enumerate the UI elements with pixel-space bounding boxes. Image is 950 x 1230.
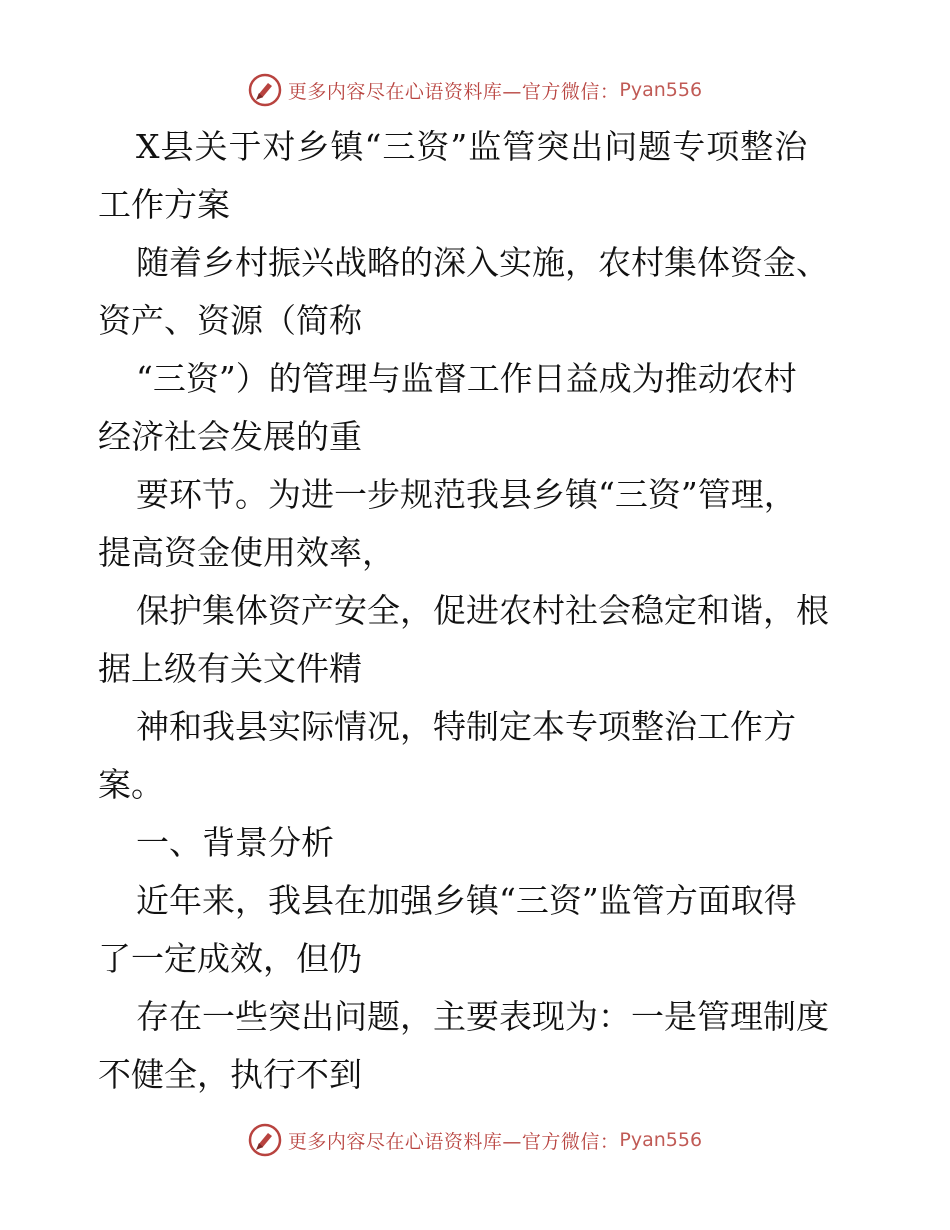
footer-banner-text: 更多内容尽在心语资料库—官方微信：	[287, 1130, 620, 1153]
paragraph-line: 不健全，执行不到	[98, 1055, 362, 1094]
paragraph-line: 案。	[98, 765, 164, 804]
paragraph-line: 随着乡村振兴战略的深入实施，农村集体资金、	[136, 243, 829, 282]
paragraph-line: 资产、资源（简称	[98, 301, 362, 340]
brand-logo-icon	[248, 1123, 282, 1157]
paragraph-line: 近年来，我县在加强乡镇“三资”监管方面取得	[136, 881, 797, 920]
footer-watermark-banner	[0, 1120, 950, 1160]
header-watermark-banner	[0, 70, 950, 110]
section-heading: 一、背景分析	[136, 823, 334, 862]
header-banner-text: 更多内容尽在心语资料库—官方微信：	[287, 80, 620, 103]
paragraph-line: 存在一些突出问题，主要表现为：一是管理制度	[136, 997, 829, 1036]
paragraph-line: 了一定成效，但仍	[98, 939, 362, 978]
paragraph-line: 要环节。为进一步规范我县乡镇“三资”管理，	[136, 475, 797, 514]
paragraph-line: “三资”）的管理与监督工作日益成为推动农村	[136, 359, 797, 398]
paragraph-line: 提高资金使用效率，	[98, 533, 395, 572]
brand-logo-icon	[248, 73, 282, 107]
paragraph-line: 保护集体资产安全，促进农村社会稳定和谐，根	[136, 591, 829, 630]
header-banner-wechat-id: Pyan556	[619, 79, 703, 101]
document-body	[98, 118, 858, 1104]
paragraph-line: 据上级有关文件精	[98, 649, 362, 688]
document-title-line-1: X县关于对乡镇“三资”监管突出问题专项整治	[136, 127, 809, 166]
footer-banner-wechat-id: Pyan556	[619, 1129, 703, 1151]
paragraph-line: 神和我县实际情况，特制定本专项整治工作方	[136, 707, 796, 746]
document-title-line-2: 工作方案	[98, 185, 230, 224]
paragraph-line: 经济社会发展的重	[98, 417, 362, 456]
